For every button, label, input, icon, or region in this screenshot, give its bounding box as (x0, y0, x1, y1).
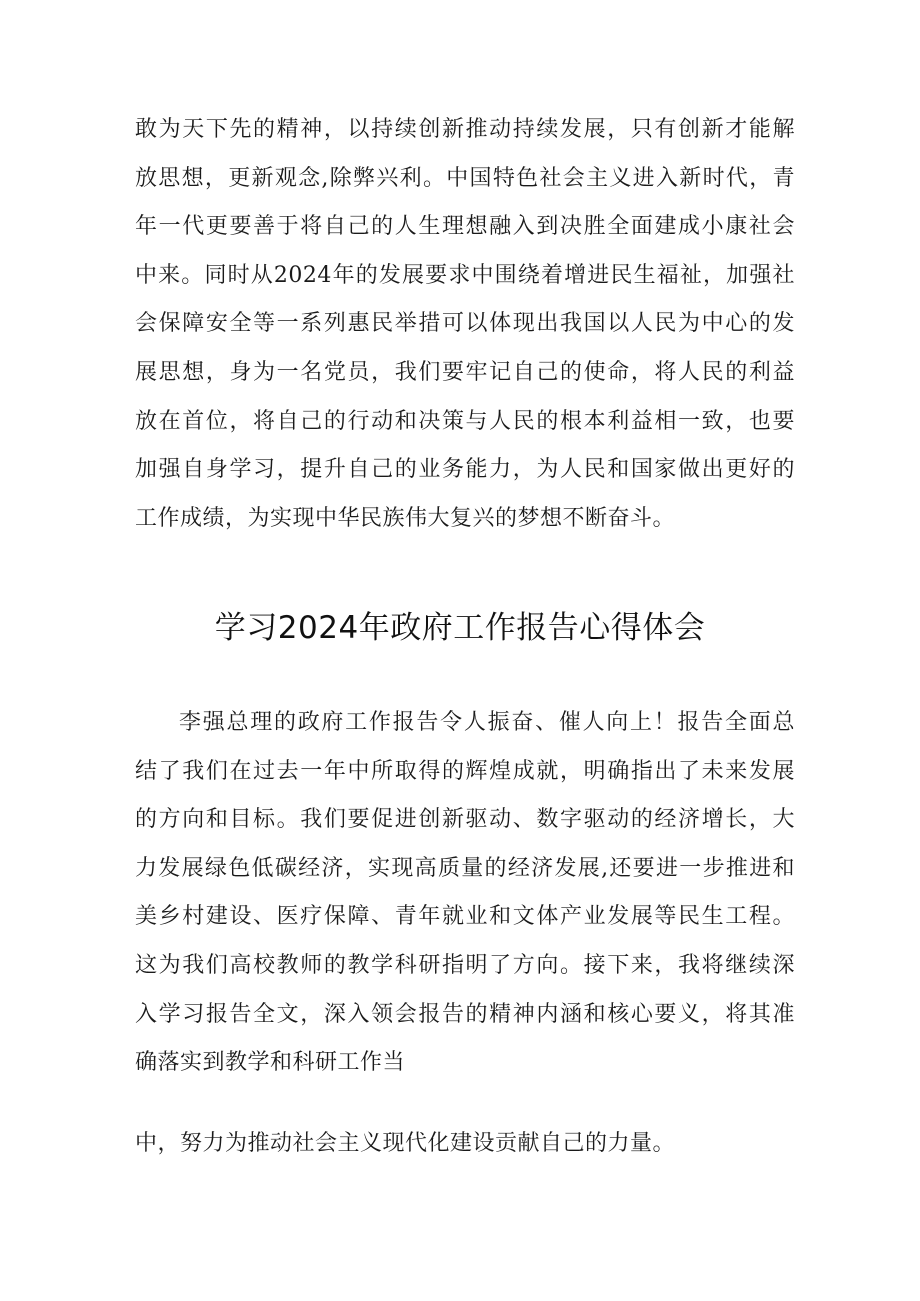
text-line: 敢为天下先的精神，以持续创新推动持续发展，只有创新才能解 (135, 117, 795, 142)
text-line: 确落实到教学和科研工作当 (135, 1050, 406, 1076)
body-paragraph (135, 106, 795, 543)
text-line: 的方向和目标。我们要促进创新驱动、数字驱动的经济增长，大 (135, 807, 795, 833)
text-line: 美乡村建设、医疗保障、青年就业和文体产业发展等民生工程。 (135, 904, 795, 930)
text-line: 工作成绩，为实现中华民族伟大复兴的梦想不断奋斗。 (135, 505, 676, 531)
document-title: 学习2024年政府工作报告心得体会 (214, 610, 706, 646)
body-paragraph (135, 699, 795, 1088)
text-line: 入学习报告全文，深入领会报告的精神内涵和核心要义，将其准 (135, 1001, 795, 1027)
text-line: 李强总理的政府工作报告令人振奋、催人向上！报告全面总 (179, 710, 795, 735)
text-line: 会保障安全等一系列惠民举措可以体现出我国以人民为中心的发 (135, 311, 795, 337)
text-line: 加强自身学习，提升自己的业务能力，为人民和国家做出更好的 (135, 457, 795, 483)
body-paragraph (135, 1120, 795, 1169)
text-line: 中，努力为推动社会主义现代化建设贡献自己的力量。 (135, 1131, 676, 1156)
text-line: 力发展绿色低碳经济，实现高质量的经济发展,还要进一步推进和 (135, 855, 795, 881)
text-line: 展思想，身为一名党员，我们要牢记自己的使命，将人民的利益 (135, 359, 795, 385)
text-line: 结了我们在过去一年中所取得的辉煌成就，明确指出了未来发展 (135, 758, 795, 784)
text-line: 中来。同时从2024年的发展要求中围绕着增进民生福祉，加强社 (135, 262, 795, 288)
text-line: 这为我们高校教师的教学科研指明了方向。接下来，我将继续深 (135, 952, 795, 978)
text-line: 放在首位，将自己的行动和决策与人民的根本利益相一致，也要 (135, 408, 795, 434)
text-line: 放思想，更新观念,除弊兴利。中国特色社会主义进入新时代，青 (135, 165, 795, 191)
text-line: 年一代更要善于将自己的人生理想融入到决胜全面建成小康社会 (135, 214, 795, 240)
